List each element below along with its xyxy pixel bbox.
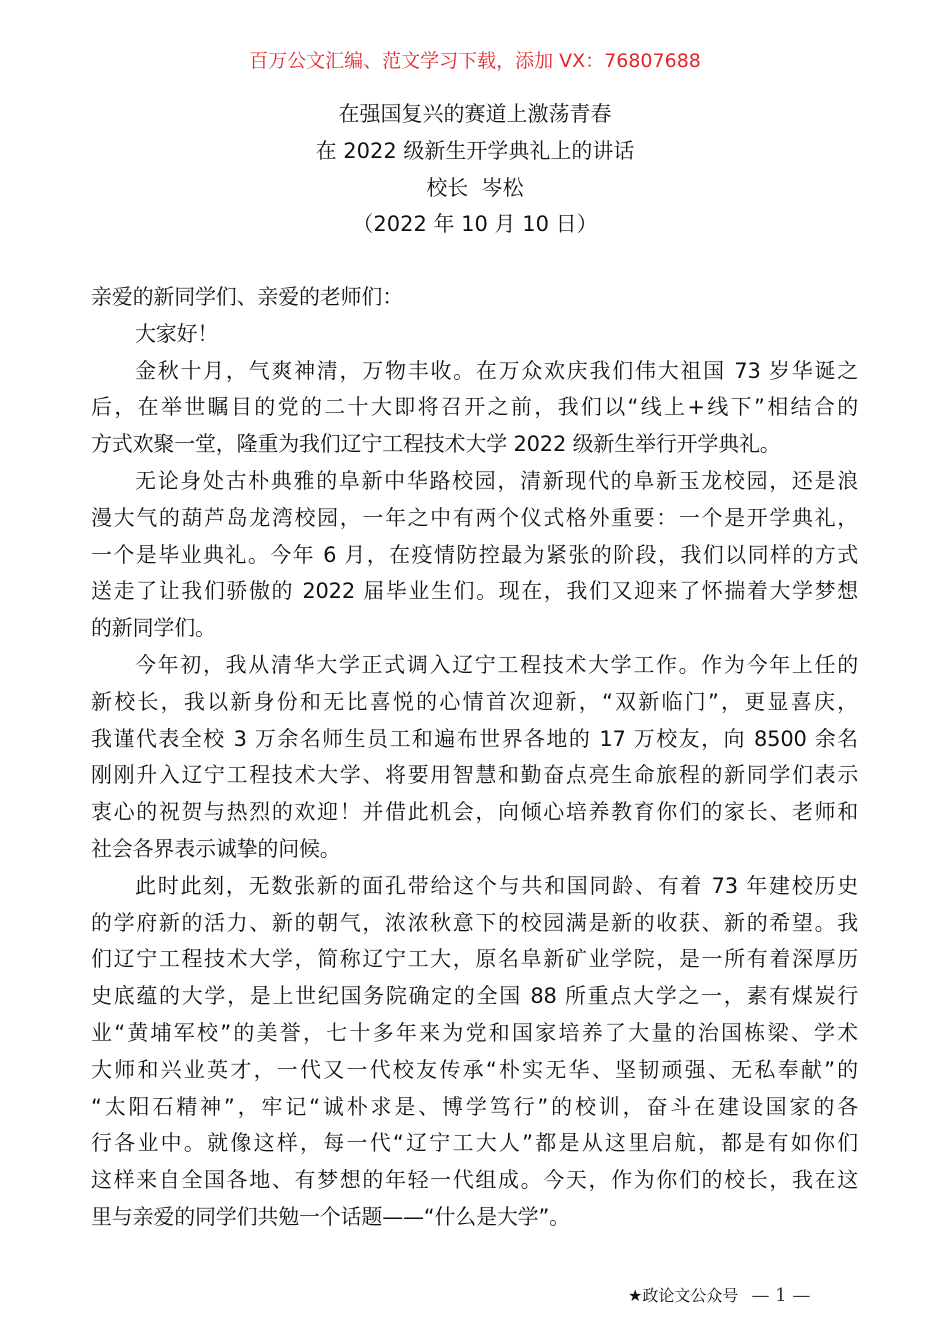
page-number: — 1 —	[751, 1285, 811, 1306]
paragraph-line: 金秋十月，气爽神清，万物丰收。在万众欢庆我们伟大祖国 73 岁华诞之	[135, 358, 858, 383]
paragraph-line: 这样来自全国各地、有梦想的年轻一代组成。今天，作为你们的校长，我在这	[91, 1168, 858, 1193]
title-line: 在 2022 级新生开学典礼上的讲话	[315, 138, 635, 163]
paragraph-line: 们辽宁工程技术大学，简称辽宁工大，原名阜新矿业学院，是一所有着深厚历	[91, 947, 858, 972]
paragraph-line: 此时此刻，无数张新的面孔带给这个与共和国同龄、有着 73 年建校历史	[135, 873, 858, 898]
paragraph-line: 今年初，我从清华大学正式调入辽宁工程技术大学工作。作为今年上任的	[135, 652, 858, 677]
paragraph-line: 漫大气的葫芦岛龙湾校园，一年之中有两个仪式格外重要：一个是开学典礼，	[91, 505, 858, 530]
paragraph-line: 衷心的祝贺与热烈的欢迎！并借此机会，向倾心培养教育你们的家长、老师和	[91, 800, 858, 825]
paragraph	[91, 868, 858, 1236]
paragraph-line: 送走了让我们骄傲的 2022 届毕业生们。现在，我们又迎来了怀揣着大学梦想	[91, 579, 858, 604]
document-title	[0, 96, 950, 243]
date-line: （2022 年 10 月 10 日）	[352, 212, 598, 237]
page-footer	[628, 1283, 810, 1306]
paragraph-line: 业“黄埔军校”的美誉，七十多年来为党和国家培养了大量的治国栋梁、学术	[91, 1020, 858, 1045]
paragraph-line: 的学府新的活力、新的朝气，浓浓秋意下的校园满是新的收获、新的希望。我	[91, 910, 858, 935]
paragraph-line: 亲爱的新同学们、亲爱的老师们：	[91, 285, 403, 309]
paragraph-line: 新校长，我以新身份和无比喜悦的心情首次迎新，“双新临门”，更显喜庆，	[91, 689, 858, 714]
paragraph	[91, 353, 858, 463]
paragraph-line: “太阳石精神”，牢记“诚朴求是、博学笃行”的校训，奋斗在建设国家的各	[91, 1094, 858, 1119]
paragraph	[91, 463, 858, 647]
paragraph-line: 社会各界表示诚挚的问候。	[91, 836, 341, 861]
document-body	[91, 279, 858, 1236]
title-line: 在强国复兴的赛道上激荡青春	[338, 102, 612, 126]
paragraph-line: 行各业中。就像这样，每一代“辽宁工大人”都是从这里启航，都是有如你们	[91, 1131, 858, 1156]
watermark-banner: 百万公文汇编、范文学习下载，添加 VX：76807688	[249, 50, 701, 72]
paragraph-line: 后，在举世瞩目的党的二十大即将召开之前，我们以“线上+线下”相结合的	[91, 395, 858, 420]
paragraph-line: 史底蕴的大学，是上世纪国务院确定的全国 88 所重点大学之一，素有煤炭行	[91, 984, 858, 1009]
paragraph-line: 无论身处古朴典雅的阜新中华路校园，清新现代的阜新玉龙校园，还是浪	[135, 468, 858, 493]
paragraph	[91, 647, 858, 868]
paragraph-line: 大家好！	[135, 321, 219, 346]
paragraph-line: 里与亲爱的同学们共勉一个话题——“什么是大学”。	[91, 1204, 570, 1229]
paragraph-line: 方式欢聚一堂，隆重为我们辽宁工程技术大学 2022 级新生举行开学典礼。	[91, 432, 781, 457]
footer-source: ★政论文公众号	[628, 1286, 739, 1305]
paragraph-line: 我谨代表全校 3 万余名师生员工和遍布世界各地的 17 万校友，向 8500 余名	[91, 726, 858, 751]
paragraph	[91, 316, 858, 353]
paragraph-line: 的新同学们。	[91, 616, 216, 641]
paragraph-line: 刚刚升入辽宁工程技术大学、将要用智慧和勤奋点亮生命旅程的新同学们表示	[91, 763, 858, 788]
paragraph-line: 一个是毕业典礼。今年 6 月，在疫情防控最为紧张的阶段，我们以同样的方式	[91, 542, 858, 567]
author-line: 校长 岑松	[426, 175, 524, 200]
paragraph-line: 大师和兴业英才，一代又一代校友传承“朴实无华、坚韧顽强、无私奉献”的	[91, 1057, 858, 1082]
paragraph	[91, 279, 858, 316]
